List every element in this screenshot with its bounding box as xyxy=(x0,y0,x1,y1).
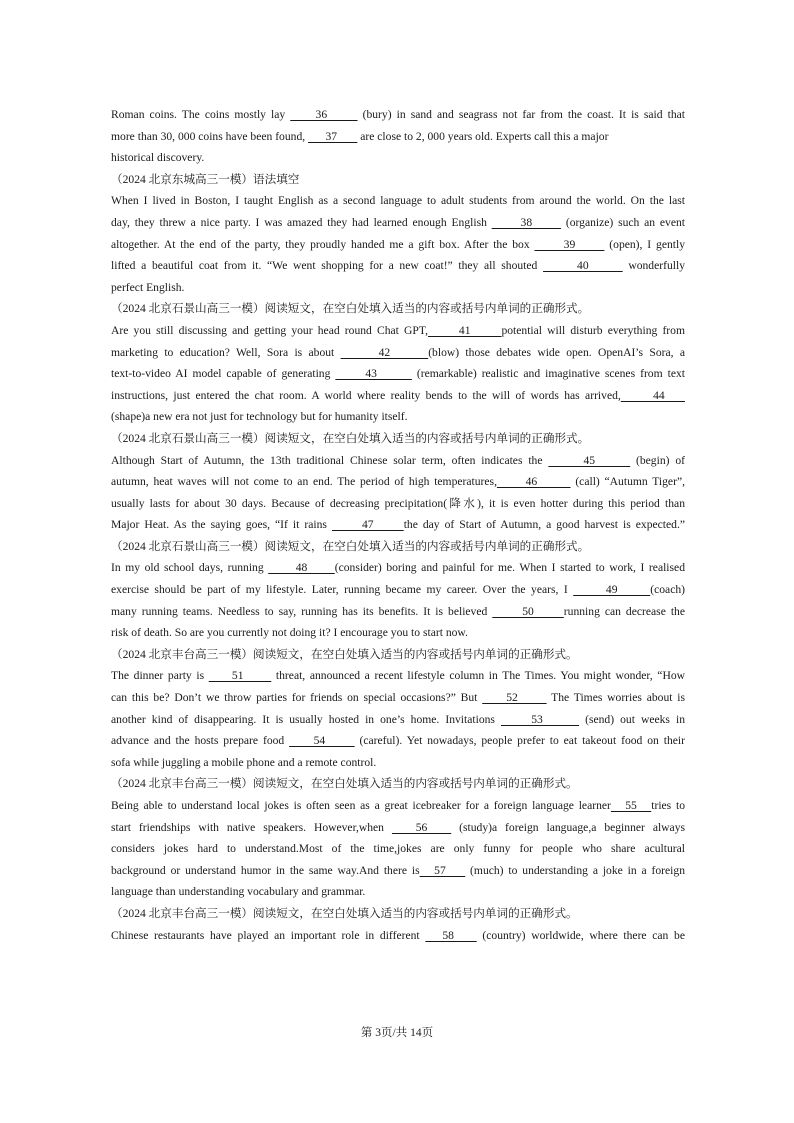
text-segment: exercise should be part of my lifestyle. Later, running became my career. Over the years, I xyxy=(111,583,574,597)
answer-blank: 54 xyxy=(289,734,355,748)
text-segment: historical discovery. xyxy=(111,151,205,165)
text-line xyxy=(111,557,685,579)
answer-blank: 50 xyxy=(492,604,564,618)
text-line xyxy=(111,536,685,558)
text-line xyxy=(111,644,685,666)
text-segment: (organize) such an event xyxy=(561,215,686,229)
text-line xyxy=(111,665,685,687)
text-line xyxy=(111,601,685,623)
text-segment: (shape)a new era not just for technology but for humanity itself. xyxy=(111,410,408,424)
text-segment: background or understand humor in the same way.And there is xyxy=(111,863,420,877)
text-segment: language than understanding vocabulary and grammar. xyxy=(111,885,366,899)
text-segment: are close to 2, 000 years old. Experts call this a major xyxy=(357,129,609,143)
text-line xyxy=(111,752,685,774)
text-segment: （2024 北京石景山高三一模）阅读短文，在空白处填入适当的内容或括号内单词的正确形式。 xyxy=(111,539,590,553)
text-line xyxy=(111,277,685,299)
text-segment: (send) out weeks in xyxy=(579,712,685,726)
text-segment: （2024 北京石景山高三一模）阅读短文，在空白处填入适当的内容或括号内单词的正确形式。 xyxy=(111,302,590,316)
text-segment: advance and the hosts prepare food xyxy=(111,734,290,748)
text-line xyxy=(111,579,685,601)
answer-blank: 47 xyxy=(331,518,404,532)
text-segment: sofa while juggling a mobile phone and a remote control. xyxy=(111,755,377,769)
text-line xyxy=(111,450,685,472)
text-line xyxy=(111,147,685,169)
text-segment: another kind of disappearing. It is usually hosted in one’s home. Invitations xyxy=(111,712,501,726)
text-segment: (open), I gently xyxy=(604,237,686,251)
text-line xyxy=(111,514,685,536)
text-segment: （2024 北京丰台高三一模）阅读短文，在空白处填入适当的内容或括号内单词的正确形式。 xyxy=(111,906,578,920)
text-segment: (much) to understanding a joke in a foreign xyxy=(465,863,685,877)
text-segment: When I lived in Boston, I taught English as a second language to adult students from around the world. On the last xyxy=(111,194,685,208)
text-segment: more than 30, 000 coins have been found, xyxy=(111,129,309,143)
text-line xyxy=(111,493,685,515)
text-segment: The dinner party is xyxy=(111,669,209,683)
text-segment: lifted a beautiful coat from it. “We went shopping for a new coat!” they all shouted xyxy=(111,259,544,273)
document-body xyxy=(111,104,685,946)
answer-blank: 52 xyxy=(482,691,547,705)
text-line xyxy=(111,838,685,860)
page-footer: 第 3页/共 14页 xyxy=(360,1027,434,1039)
text-line xyxy=(111,687,685,709)
text-segment: potential will disturb everything from xyxy=(501,323,685,337)
text-segment: threat, announced a recent lifestyle column in The Times. You might wonder, “How xyxy=(271,669,685,683)
text-segment: (bury) in sand and seagrass not far from the coast. It is said that xyxy=(357,108,685,121)
text-segment: altogether. At the end of the party, they proudly handed me a gift box. After the box xyxy=(111,237,535,251)
text-line xyxy=(111,363,685,385)
text-segment: Chinese restaurants have played an important role in different xyxy=(111,928,426,942)
answer-blank: 49 xyxy=(573,583,651,597)
text-segment: （2024 北京丰台高三一模）阅读短文，在空白处填入适当的内容或括号内单词的正确形式。 xyxy=(111,777,578,791)
text-segment: marketing to education? Well, Sora is about xyxy=(111,345,341,359)
text-segment: usually lasts for about 30 days. Because of decreasing precipitation(降水), it is even hotter during this period than xyxy=(111,496,685,510)
text-line xyxy=(111,881,685,903)
text-segment: instructions, just entered the chat room. A world where reality bends to the will of words has arrived, xyxy=(111,388,621,402)
text-segment: Being able to understand local jokes is often seen as a great icebreaker for a foreign language learner xyxy=(111,799,611,812)
text-line xyxy=(111,730,685,752)
text-segment: day, they threw a nice party. I was amazed they had learned enough English xyxy=(111,215,492,229)
text-line xyxy=(111,406,685,428)
text-line xyxy=(111,385,685,407)
text-segment: (begin) of xyxy=(630,453,685,467)
answer-blank: 42 xyxy=(340,345,429,359)
text-segment: many running teams. Needless to say, running has its benefits. It is believed xyxy=(111,604,493,618)
text-line xyxy=(111,212,685,234)
text-line xyxy=(111,795,685,817)
text-segment: perfect English. xyxy=(111,280,185,294)
text-line xyxy=(111,471,685,493)
text-segment: （2024 北京东城高三一模）语法填空 xyxy=(111,172,300,186)
answer-blank: 51 xyxy=(208,669,272,683)
text-line xyxy=(111,903,685,925)
text-line xyxy=(111,255,685,277)
answer-blank: 56 xyxy=(391,820,452,834)
answer-blank: 43 xyxy=(335,367,412,381)
answer-blank: 55 xyxy=(610,799,652,812)
text-segment: the day of Start of Autumn, a good harvest is expected.” xyxy=(403,518,685,532)
answer-blank: 36 xyxy=(290,108,358,121)
text-segment: Are you still discussing and getting your head round Chat GPT, xyxy=(111,323,428,337)
text-line xyxy=(111,190,685,212)
answer-blank: 40 xyxy=(543,259,623,273)
text-segment: text-to-video AI model capable of generating xyxy=(111,367,336,381)
text-segment: running can decrease the xyxy=(563,604,685,618)
answer-blank: 48 xyxy=(268,561,335,575)
answer-blank: 53 xyxy=(500,712,580,726)
answer-blank: 39 xyxy=(534,237,605,251)
text-line xyxy=(111,925,685,947)
text-line xyxy=(111,104,685,126)
text-segment: tries to xyxy=(651,799,686,812)
text-segment: (careful). Yet nowadays, people prefer to eat takeout food on their xyxy=(354,734,685,748)
text-segment: start friendships with native speakers. However,when xyxy=(111,820,392,834)
text-line xyxy=(111,622,685,644)
text-line xyxy=(111,169,685,191)
text-segment: (blow) those debates wide open. OpenAI’s Sora, a xyxy=(428,345,686,359)
answer-blank: 46 xyxy=(496,475,571,489)
text-segment: Although Start of Autumn, the 13th traditional Chinese solar term, often indicates the xyxy=(111,453,549,467)
text-segment: (study)a foreign language,a beginner always xyxy=(451,820,686,834)
text-line xyxy=(111,126,685,148)
text-segment: (consider) boring and painful for me. When I started to work, I realised xyxy=(334,561,685,575)
answer-blank: 38 xyxy=(491,215,562,229)
text-segment: can this be? Don’t we throw parties for friends on special occasions?” But xyxy=(111,691,483,705)
text-segment: considers jokes hard to understand.Most of the time,jokes are only funny for people who share acultural xyxy=(111,842,685,856)
text-segment: wonderfully xyxy=(622,259,685,273)
answer-blank: 44 xyxy=(620,388,685,402)
answer-blank: 58 xyxy=(425,928,477,942)
text-line xyxy=(111,342,685,364)
text-segment: risk of death. So are you currently not doing it? I encourage you to start now. xyxy=(111,626,468,640)
text-line xyxy=(111,860,685,882)
text-line xyxy=(111,428,685,450)
text-segment: In my old school days, running xyxy=(111,561,269,575)
text-segment: autumn, heat waves will not come to an end. The period of high temperatures, xyxy=(111,475,497,489)
text-segment: （2024 北京石景山高三一模）阅读短文，在空白处填入适当的内容或括号内单词的正确形式。 xyxy=(111,431,590,445)
text-segment: (country) worldwide, where there can be xyxy=(476,928,685,942)
text-segment: (coach) xyxy=(650,583,686,597)
text-line xyxy=(111,320,685,342)
answer-blank: 57 xyxy=(419,863,466,877)
text-segment: (remarkable) realistic and imaginative scenes from text xyxy=(411,367,685,381)
answer-blank: 37 xyxy=(308,129,358,143)
text-line xyxy=(111,817,685,839)
text-segment: Major Heat. As the saying goes, “If it rains xyxy=(111,518,332,532)
answer-blank: 41 xyxy=(427,323,502,337)
text-segment: The Times worries about is xyxy=(546,691,685,705)
text-line xyxy=(111,773,685,795)
text-line xyxy=(111,709,685,731)
text-segment: Roman coins. The coins mostly lay xyxy=(111,108,291,121)
text-line xyxy=(111,234,685,256)
text-line xyxy=(111,298,685,320)
answer-blank: 45 xyxy=(548,453,631,467)
text-segment: (call) “Autumn Tiger”, xyxy=(570,475,685,489)
text-segment: （2024 北京丰台高三一模）阅读短文，在空白处填入适当的内容或括号内单词的正确形式。 xyxy=(111,647,578,661)
